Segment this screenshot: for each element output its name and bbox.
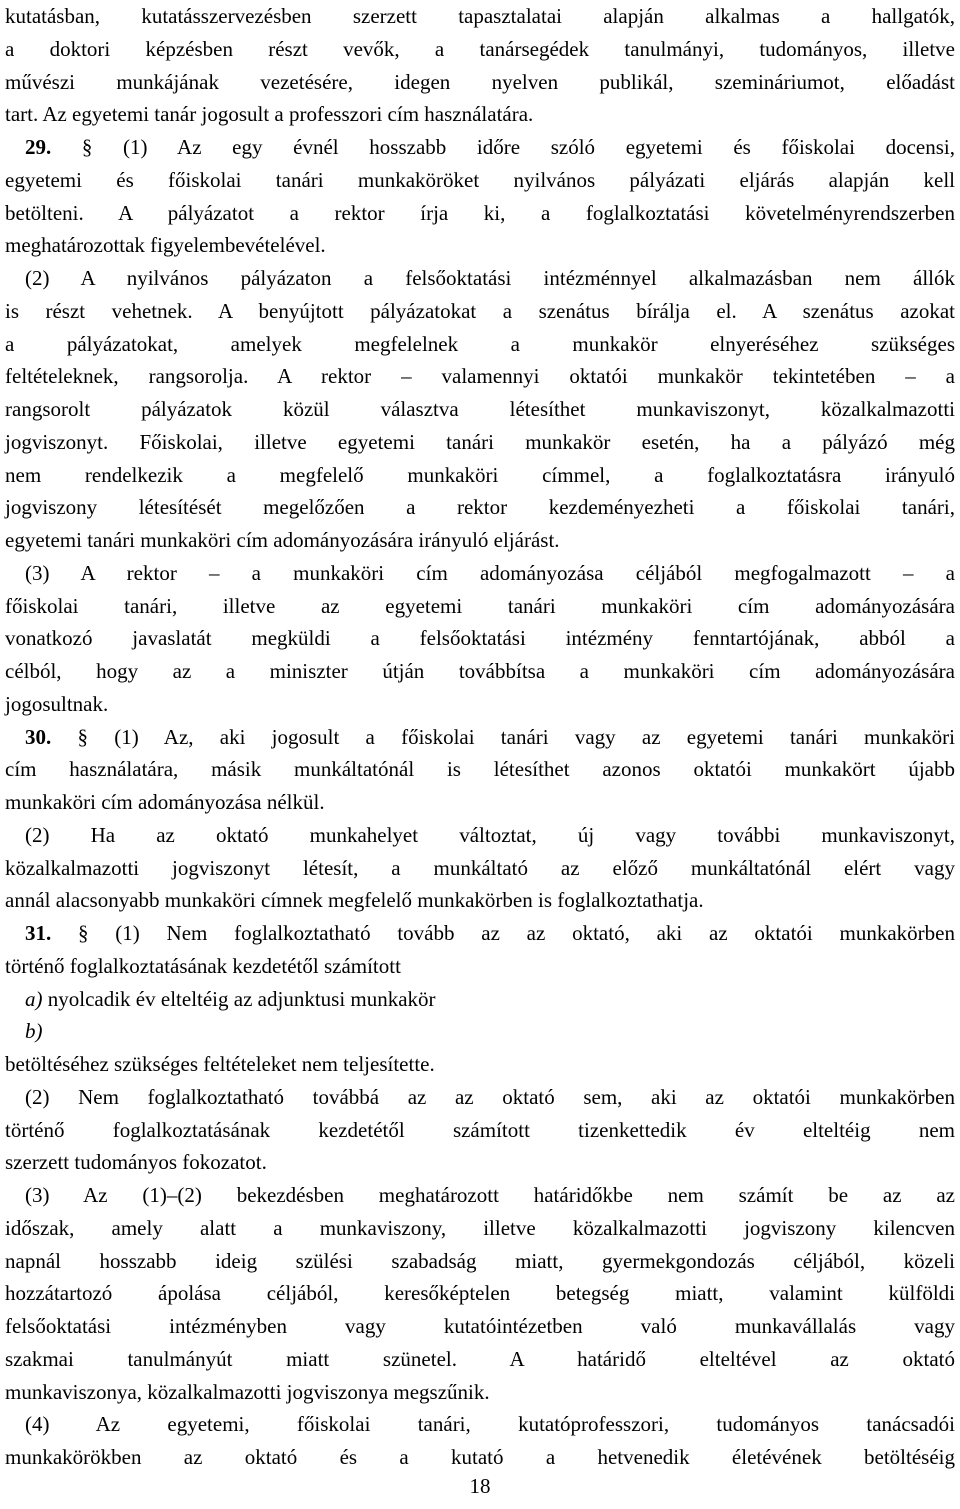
line-text: főiskolai tanári, illetve az egyetemi tanári munkaköri cím adományozására (5, 593, 955, 618)
line-text: művészi munkájának vezetésére, idegen nyelven publikál, szemináriumot, előadást (5, 69, 955, 94)
line-text: a doktori képzésben részt vevők, a tanársegédek tanulmányi, tudományos, illetve (5, 36, 955, 61)
text-line (5, 590, 955, 623)
text-line (5, 426, 955, 459)
line-text: közalkalmazotti jogviszonyt létesít, a munkáltató az előző munkáltatónál elért vagy (5, 855, 955, 880)
line-text: is részt vehetnek. A benyújtott pályázatokat a szenátus bírálja el. A szenátus azokat (5, 298, 955, 323)
line-text: (3) A rektor – a munkaköri cím adományozása céljából megfogalmazott – a (25, 560, 955, 585)
text-line (5, 622, 955, 655)
line-text: jogosultnak. (5, 691, 109, 716)
line-text: (4) Az egyetemi, főiskolai tanári, kutatóprofesszori, tudományos tanácsadói (25, 1412, 955, 1437)
text-line (5, 66, 955, 99)
text-line (5, 1441, 955, 1474)
list-marker: a) (25, 986, 43, 1011)
line-text: rangsorolt pályázatok közül választva létesíthet munkaviszonyt, közalkalmazotti (5, 397, 955, 421)
line-text: (2) A nyilvános pályázaton a felsőoktatási intézménnyel alkalmazásban nem állók (25, 266, 955, 290)
text-line (5, 852, 955, 885)
text-line (5, 1179, 955, 1212)
text-line (5, 917, 955, 950)
section-number: 29. (25, 135, 52, 159)
text-line (5, 753, 955, 786)
line-text: nem rendelkezik a megfelelő munkaköri címmel, a foglalkoztatásra irányuló (5, 462, 955, 487)
line-text: meghatározottak figyelembevételével. (5, 233, 326, 258)
line-text: hozzátartozó ápolása céljából, keresőképtelen betegség miatt, valamint külföldi (5, 1281, 955, 1306)
line-text: egyetemi és főiskolai tanári munkaköröket nyilvános pályázati eljárás alapján kell (5, 167, 955, 192)
text-line (5, 950, 955, 983)
text-line (5, 98, 955, 131)
text-line (5, 360, 955, 393)
line-text: felsőoktatási intézményben vagy kutatóintézetben való munkavállalás vagy (5, 1314, 955, 1338)
line-text: (3) Az (1)–(2) bekezdésben meghatározott határidőkbe nem számít be az az (25, 1183, 955, 1207)
line-text: munkaviszonya, közalkalmazotti jogviszonya megszűnik. (5, 1379, 490, 1404)
text-line (5, 524, 955, 557)
text-line (5, 33, 955, 66)
line-text: tart. Az egyetemi tanár jogosult a professzori cím használatára. (5, 102, 534, 127)
text-line (5, 1015, 955, 1048)
line-text: (2) Nem foglalkoztatható továbbá az az oktató sem, aki az oktatói munkakörben (25, 1084, 955, 1109)
text-line (5, 1376, 955, 1409)
line-text: nyolcadik év elteltéig az adjunktusi munkakör (42, 986, 436, 1011)
section-number: 30. (25, 724, 52, 749)
document-body (5, 0, 955, 1474)
text-line (5, 884, 955, 917)
text-line (5, 786, 955, 819)
line-text: betölteni. A pályázatot a rektor írja ki, a foglalkoztatási követelményrendszerben (5, 200, 955, 225)
line-text: annál alacsonyabb munkaköri címnek megfelelő munkakörben is foglalkoztathatja. (5, 888, 704, 913)
line-text: jogviszony létesítését megelőzően a rektor kezdeményezheti a főiskolai tanári, (5, 495, 955, 520)
text-line (5, 1048, 955, 1081)
text-line (5, 1408, 955, 1441)
line-text: cím használatára, másik munkáltatónál is létesíthet azonos oktatói munkakört újabb (5, 757, 955, 782)
text-line (5, 1081, 955, 1114)
text-line (5, 557, 955, 590)
text-line (5, 819, 955, 852)
text-line (5, 262, 955, 295)
list-marker: b) (25, 1019, 43, 1044)
text-line (5, 131, 955, 164)
line-text: időszak, amely alatt a munkaviszony, illetve közalkalmazotti jogviszony kilencven (5, 1215, 955, 1240)
line-text: § (1) Nem foglalkoztatható tovább az az oktató, aki az oktatói munkakörben (51, 921, 955, 945)
text-line (5, 1310, 955, 1343)
line-text: (2) Ha az oktató munkahelyet változtat, új vagy további munkaviszonyt, (25, 822, 955, 847)
line-text: kutatásban, kutatásszervezésben szerzett tapasztalatai alapján alkalmas a hallgatók, (5, 4, 955, 28)
line-text: szerzett tudományos fokozatot. (5, 1150, 267, 1175)
line-text: munkakörökben az oktató és a kutató a hetvenedik életévének betöltéséig (5, 1445, 955, 1469)
text-line (5, 721, 955, 754)
line-text: egyetemi tanári munkaköri cím adományozására irányuló eljárást. (5, 528, 560, 552)
line-text: a pályázatokat, amelyek megfelelnek a munkakör elnyeréséhez szükséges (5, 331, 955, 356)
text-line (5, 491, 955, 524)
text-line (5, 1212, 955, 1245)
text-line (5, 328, 955, 361)
line-text: feltételeknek, rangsorolja. A rektor – valamennyi oktatói munkakör tekintetében – a (5, 364, 955, 389)
text-line (5, 164, 955, 197)
text-line (5, 1343, 955, 1376)
page-number: 18 (469, 1474, 491, 1498)
line-text: vonatkozó javaslatát megküldi a felsőoktatási intézmény fenntartójának, abból a (5, 626, 955, 651)
line-text: történő foglalkoztatásának kezdetétől számított tizenkettedik év elteltéig nem (5, 1117, 955, 1142)
line-text: betöltéséhez szükséges feltételeket nem teljesítette. (5, 1052, 435, 1076)
line-text: napnál hosszabb ideig szülési szabadság miatt, gyermekgondozás céljából, közeli (5, 1248, 955, 1273)
line-text: munkaköri cím adományozása nélkül. (5, 790, 325, 814)
line-text: történő foglalkoztatásának kezdetétől számított (5, 953, 401, 978)
text-line (5, 1146, 955, 1179)
text-line (5, 459, 955, 492)
text-line (5, 229, 955, 262)
line-text: § (1) Az, aki jogosult a főiskolai tanári vagy az egyetemi tanári munkaköri (51, 724, 955, 749)
text-line (5, 197, 955, 230)
line-text: jogviszonyt. Főiskolai, illetve egyetemi tanári munkakör esetén, ha a pályázó még (5, 429, 955, 454)
text-line (5, 1114, 955, 1147)
line-text: szakmai tanulmányút miatt szünetel. A határidő elteltével az oktató (5, 1346, 955, 1371)
text-line (5, 295, 955, 328)
text-line (5, 983, 955, 1016)
text-line (5, 1245, 955, 1278)
text-line (5, 1277, 955, 1310)
section-number: 31. (25, 921, 52, 945)
text-line (5, 688, 955, 721)
line-text: § (1) Az egy évnél hosszabb időre szóló egyetemi és főiskolai docensi, (51, 135, 955, 159)
text-line (5, 655, 955, 688)
text-line (5, 393, 955, 426)
line-text: célból, hogy az a miniszter útján továbbítsa a munkaköri cím adományozására (5, 659, 955, 683)
text-line (5, 0, 955, 33)
